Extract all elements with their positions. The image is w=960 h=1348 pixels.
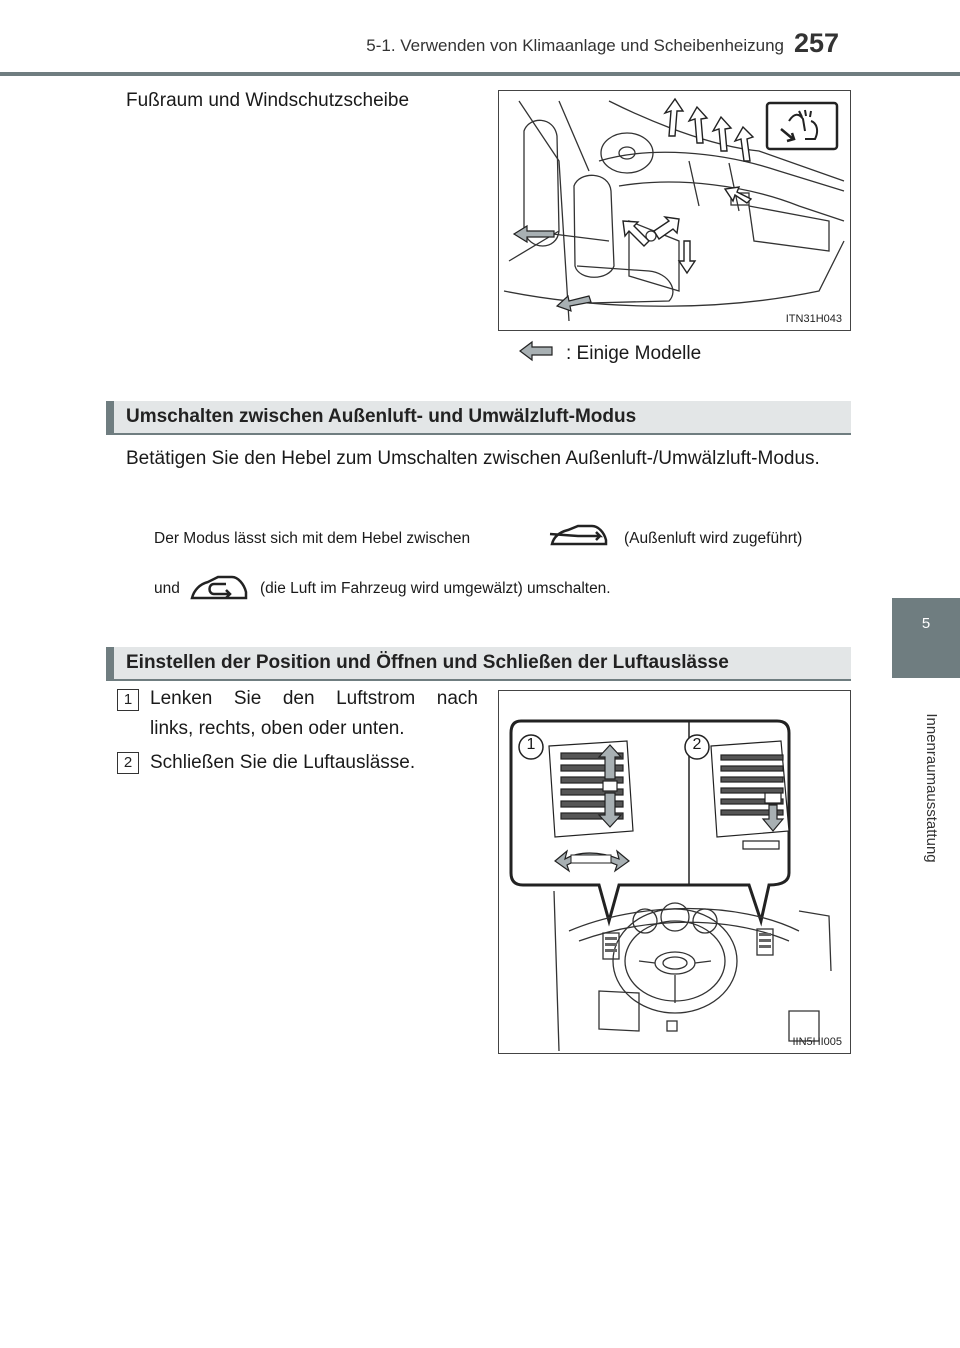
section-heading-vents <box>106 647 851 681</box>
header-rule <box>0 72 960 76</box>
cabin-airflow-figure <box>498 90 851 331</box>
step-1-line-1: Lenken Sie den Luftstrom nach <box>150 688 478 709</box>
section-title: Einstellen der Position und Öffnen und Schließen der Luftauslässe <box>126 652 729 673</box>
air-mode-paragraph: Betätigen Sie den Hebel zum Umschalten zwischen Außenluft-/Umwälzluft-Modus. <box>126 448 820 469</box>
callout-label-2: 2 <box>692 736 702 753</box>
airflow-arrow-icon <box>518 340 554 362</box>
note-text-3: und <box>154 580 180 597</box>
step-1-line-2: links, rechts, oben oder unten. <box>150 718 405 739</box>
note-text-4: (die Luft im Fahrzeug wird umgewälzt) umschalten. <box>260 580 611 597</box>
figure-code: ITN31H043 <box>785 313 842 325</box>
callout-label-1: 1 <box>526 736 536 753</box>
section-title: Umschalten zwischen Außenluft- und Umwälzluft-Modus <box>126 406 637 427</box>
vents-figure <box>498 690 851 1054</box>
section-heading-air-mode <box>106 401 851 435</box>
outside-air-mode-icon <box>548 520 610 552</box>
step-number-1: 1 <box>117 689 139 711</box>
cabin-illustration <box>499 91 849 329</box>
recirculated-air-mode-icon <box>188 572 250 604</box>
page-number: 257 <box>794 28 840 58</box>
mode-label: Fußraum und Windschutzscheibe <box>126 90 410 111</box>
step-number-2: 2 <box>117 752 139 774</box>
figure-code: IIN5HI005 <box>792 1036 842 1048</box>
defroster-footwell-icon <box>767 103 837 149</box>
note-text-1: Der Modus lässt sich mit dem Hebel zwischen <box>154 530 471 547</box>
vents-illustration <box>499 691 849 1052</box>
legend-text: : Einige Modelle <box>566 343 702 364</box>
chapter-tab <box>892 598 960 676</box>
chapter-title: Innenraumausstattung <box>923 713 940 863</box>
step-2-line-1: Schließen Sie die Luftauslässe. <box>150 752 416 773</box>
note-text-2: (Außenluft wird zugeführt) <box>624 530 803 547</box>
running-header-title: 5-1. Verwenden von Klimaanlage und Scheibenheizung <box>366 36 784 55</box>
chapter-number: 5 <box>921 615 931 632</box>
